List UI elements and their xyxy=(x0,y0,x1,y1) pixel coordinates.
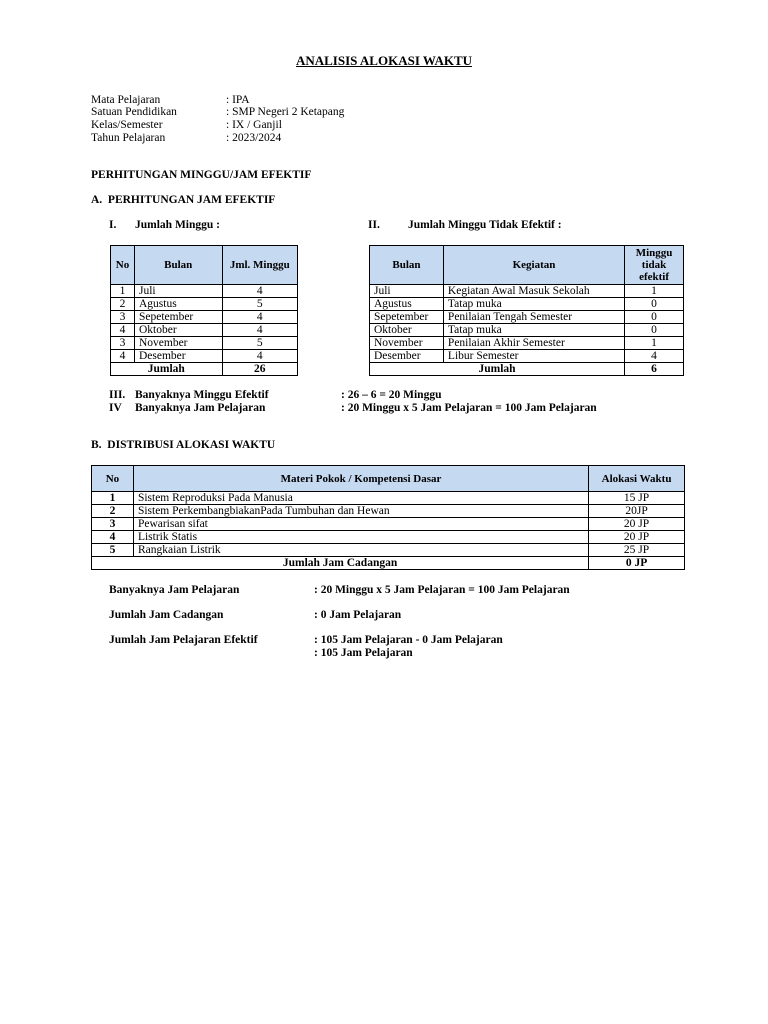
table-row xyxy=(111,337,298,350)
info-value-subject: : IPA xyxy=(226,94,250,106)
distribution-table xyxy=(91,465,685,570)
total-label: Jumlah xyxy=(111,363,223,376)
col-header-no: No xyxy=(92,466,134,492)
row-month: Sepetember xyxy=(134,311,222,324)
row-no: 2 xyxy=(92,505,134,518)
section-heading-a: A. PERHITUNGAN JAM EFEKTIF xyxy=(91,194,276,206)
row-month: November xyxy=(134,337,222,350)
sub-ii-label: Jumlah Minggu Tidak Efektif : xyxy=(408,219,562,231)
col-header-no: No xyxy=(111,246,135,285)
row-weeks: 4 xyxy=(222,324,297,337)
table-row xyxy=(370,337,684,350)
row-activity: Libur Semester xyxy=(443,350,624,363)
page-title: ANALISIS ALOKASI WAKTU xyxy=(295,53,473,68)
row-material: Sistem Reproduksi Pada Manusia xyxy=(133,492,588,505)
row-no: 2 xyxy=(111,298,135,311)
row-weeks: 4 xyxy=(222,350,297,363)
row-no: 4 xyxy=(92,531,134,544)
table-row xyxy=(92,505,685,518)
row-activity: Kegiatan Awal Masuk Sekolah xyxy=(443,285,624,298)
row-no: 3 xyxy=(111,337,135,350)
sub-i-label: Jumlah Minggu : xyxy=(135,219,220,231)
row-month: Sepetember xyxy=(370,311,444,324)
summary-iv-number: IV xyxy=(109,402,122,414)
row-no: 4 xyxy=(111,324,135,337)
row-allocation: 20JP xyxy=(589,505,685,518)
info-label-school: Satuan Pendidikan xyxy=(91,106,177,118)
info-value-year: : 2023/2024 xyxy=(226,132,282,144)
summary-iii-value: : 26 – 6 = 20 Minggu xyxy=(341,389,442,401)
info-label-year: Tahun Pelajaran xyxy=(91,132,166,144)
row-weeks: 4 xyxy=(222,285,297,298)
row-month: Oktober xyxy=(370,324,444,337)
section-heading-b: B. DISTRIBUSI ALOKASI WAKTU xyxy=(91,439,276,451)
row-weeks: 1 xyxy=(625,285,684,298)
info-value-school: : SMP Negeri 2 Ketapang xyxy=(226,106,345,118)
row-activity: Tatap muka xyxy=(443,298,624,311)
table-total-row xyxy=(370,363,684,376)
row-weeks: 4 xyxy=(222,311,297,324)
summary-iii-label: Banyaknya Minggu Efektif xyxy=(135,389,269,401)
row-material: Sistem PerkembangbiakanPada Tumbuhan dan Hewan xyxy=(133,505,588,518)
row-month: Juli xyxy=(370,285,444,298)
row-allocation: 20 JP xyxy=(589,518,685,531)
table-row xyxy=(111,350,298,363)
summary-effective-value: : 105 Jam Pelajaran - 0 Jam Pelajaran xyxy=(314,634,503,646)
table-row xyxy=(92,531,685,544)
summary-effective-result: : 105 Jam Pelajaran xyxy=(314,647,413,659)
table-row xyxy=(111,324,298,337)
row-no: 3 xyxy=(92,518,134,531)
summary-iv-label: Banyaknya Jam Pelajaran xyxy=(135,402,266,414)
row-material: Pewarisan sifat xyxy=(133,518,588,531)
row-month: Juli xyxy=(134,285,222,298)
total-value: 6 xyxy=(625,363,684,376)
row-weeks: 0 xyxy=(625,298,684,311)
table-row xyxy=(370,350,684,363)
row-no: 1 xyxy=(111,285,135,298)
row-weeks: 1 xyxy=(625,337,684,350)
summary-reserve-label: Jumlah Jam Cadangan xyxy=(109,609,224,621)
row-no: 4 xyxy=(111,350,135,363)
table-total-row xyxy=(111,363,298,376)
non-effective-weeks-table xyxy=(369,245,684,376)
total-label: Jumlah xyxy=(370,363,625,376)
table-row xyxy=(92,544,685,557)
row-activity: Penilaian Akhir Semester xyxy=(443,337,624,350)
total-label: Jumlah Jam Cadangan xyxy=(92,557,589,570)
col-header-allocation: Alokasi Waktu xyxy=(589,466,685,492)
row-weeks: 5 xyxy=(222,298,297,311)
col-header-non-effective: Minggu tidak efektif xyxy=(625,246,684,285)
row-weeks: 0 xyxy=(625,324,684,337)
sub-i-number: I. xyxy=(109,219,117,231)
info-value-class: : IX / Ganjil xyxy=(226,119,282,131)
table-row xyxy=(370,298,684,311)
table-row xyxy=(111,298,298,311)
table-row xyxy=(92,492,685,505)
row-no: 3 xyxy=(111,311,135,324)
summary-iii-number: III. xyxy=(109,389,126,401)
row-month: Agustus xyxy=(370,298,444,311)
row-allocation: 20 JP xyxy=(589,531,685,544)
table-row xyxy=(370,324,684,337)
row-activity: Tatap muka xyxy=(443,324,624,337)
row-material: Rangkaian Listrik xyxy=(133,544,588,557)
info-label-class: Kelas/Semester xyxy=(91,119,163,131)
table-row xyxy=(111,311,298,324)
row-month: Desember xyxy=(370,350,444,363)
row-weeks: 5 xyxy=(222,337,297,350)
row-month: Agustus xyxy=(134,298,222,311)
row-weeks: 4 xyxy=(625,350,684,363)
row-activity: Penilaian Tengah Semester xyxy=(443,311,624,324)
row-month: November xyxy=(370,337,444,350)
section-heading-main: PERHITUNGAN MINGGU/JAM EFEKTIF xyxy=(91,169,312,181)
row-no: 5 xyxy=(92,544,134,557)
col-header-weeks: Jml. Minggu xyxy=(222,246,297,285)
summary-lessons-value: : 20 Minggu x 5 Jam Pelajaran = 100 Jam Pelajaran xyxy=(314,584,570,596)
row-no: 1 xyxy=(92,492,134,505)
summary-reserve-value: : 0 Jam Pelajaran xyxy=(314,609,402,621)
info-label-subject: Mata Pelajaran xyxy=(91,94,161,106)
summary-effective-label: Jumlah Jam Pelajaran Efektif xyxy=(109,634,258,646)
row-month: Oktober xyxy=(134,324,222,337)
col-header-activity: Kegiatan xyxy=(443,246,624,285)
table-row xyxy=(111,285,298,298)
col-header-month: Bulan xyxy=(370,246,444,285)
row-material: Listrik Statis xyxy=(133,531,588,544)
row-allocation: 25 JP xyxy=(589,544,685,557)
sub-ii-number: II. xyxy=(368,219,380,231)
row-month: Desember xyxy=(134,350,222,363)
total-value: 0 JP xyxy=(589,557,685,570)
row-weeks: 0 xyxy=(625,311,684,324)
col-header-material: Materi Pokok / Kompetensi Dasar xyxy=(133,466,588,492)
table-row xyxy=(370,285,684,298)
col-header-month: Bulan xyxy=(134,246,222,285)
table-row xyxy=(370,311,684,324)
total-value: 26 xyxy=(222,363,297,376)
summary-iv-value: : 20 Minggu x 5 Jam Pelajaran = 100 Jam Pelajaran xyxy=(341,402,597,414)
weeks-table xyxy=(110,245,298,376)
summary-lessons-label: Banyaknya Jam Pelajaran xyxy=(109,584,240,596)
table-row xyxy=(92,518,685,531)
table-total-row xyxy=(92,557,685,570)
row-allocation: 15 JP xyxy=(589,492,685,505)
